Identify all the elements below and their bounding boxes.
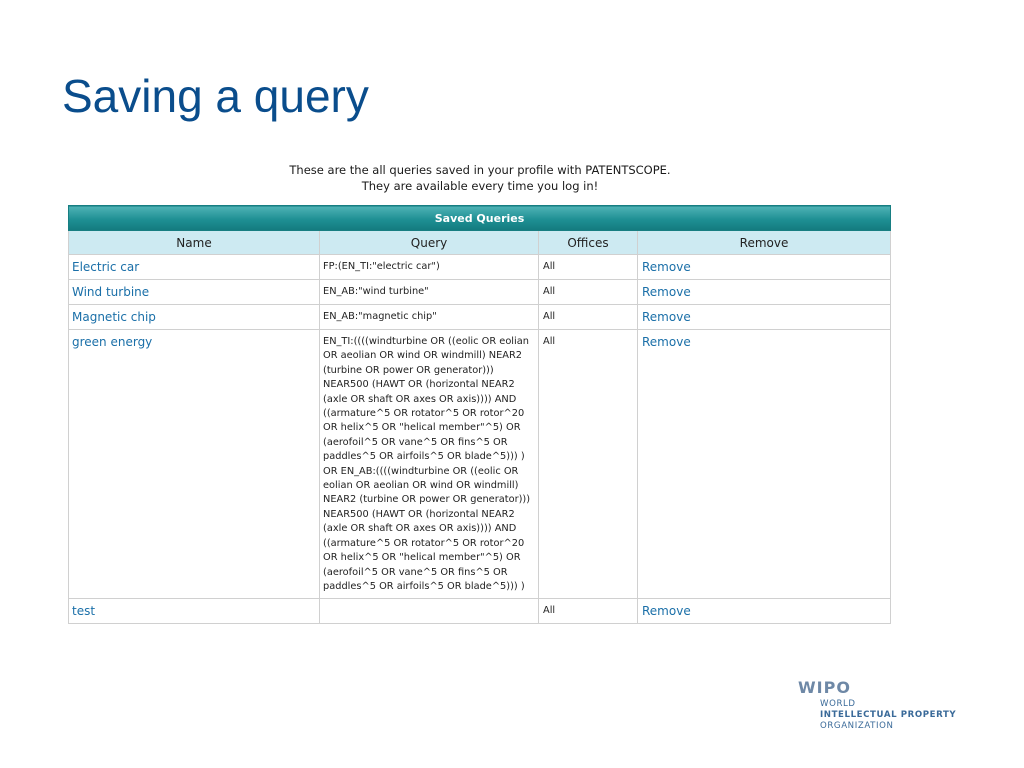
intro-line-1: These are the all queries saved in your profile with PATENTSCOPE. [289, 163, 671, 177]
wipo-logo [796, 681, 996, 733]
table-row [69, 330, 891, 599]
query-name-link[interactable]: Wind turbine [72, 285, 150, 299]
column-header-remove: Remove [638, 231, 891, 255]
column-header-offices: Offices [539, 231, 638, 255]
table-row [69, 280, 891, 305]
saved-queries-table [68, 205, 891, 624]
query-text: EN_AB:"wind turbine" [320, 280, 539, 305]
column-header-query: Query [320, 231, 539, 255]
table-header-row [69, 231, 891, 255]
query-name-link[interactable]: Magnetic chip [72, 310, 156, 324]
remove-link[interactable]: Remove [642, 335, 691, 349]
table-row [69, 255, 891, 280]
table-row [69, 305, 891, 330]
remove-link[interactable]: Remove [642, 604, 691, 619]
remove-link[interactable]: Remove [642, 260, 691, 274]
query-name-link[interactable]: Electric car [72, 260, 140, 274]
offices-value: All [539, 599, 638, 624]
offices-value: All [539, 305, 638, 330]
query-text: EN_TI:((((windturbine OR ((eolic OR eolian OR aeolian OR wind OR windmill) NEAR2 (turbine OR power OR generator))) NEAR500 (HAWT OR (horizontal NEAR2 (axle OR shaft OR axes OR axis)))) AND ((armature^5 OR rotator^5 OR rotor^20 OR helix^5 OR "helical member"^5) OR (aerofoil^5 OR vane^5 OR fins^5 OR paddles^5 OR airfoils^5 OR blade^5))) ) OR EN_AB:((((windturbine OR ((eolic OR eolian OR aeolian OR wind OR windmill) NEAR2 (turbine OR power OR generator))) NEAR500 (HAWT OR (horizontal NEAR2 (axle OR shaft OR axes OR axis)))) AND ((armature^5 OR rotator^5 OR rotor^20 OR helix^5 OR "helical member"^5) OR (aerofoil^5 OR vane^5 OR fins^5 OR paddles^5 OR airfoils^5 OR blade^5))) ) [320, 330, 539, 599]
query-text [320, 599, 539, 624]
wipo-mark: WIPO [798, 681, 851, 695]
intro-text [280, 162, 680, 194]
offices-value: All [539, 280, 638, 305]
table-row [69, 599, 891, 624]
query-text: EN_AB:"magnetic chip" [320, 305, 539, 330]
column-header-name: Name [69, 231, 320, 255]
logo-line-intellectual-property: INTELLECTUAL PROPERTY [820, 710, 957, 720]
query-text: FP:(EN_TI:"electric car") [320, 255, 539, 280]
logo-line-world: WORLD [820, 699, 856, 709]
table-caption: Saved Queries [69, 206, 891, 231]
remove-link[interactable]: Remove [642, 310, 691, 324]
offices-value: All [539, 255, 638, 280]
intro-line-2: They are available every time you log in! [361, 179, 599, 193]
logo-line-organization: ORGANIZATION [820, 721, 894, 731]
query-name-link[interactable]: green energy [72, 335, 153, 349]
offices-value: All [539, 330, 638, 599]
query-name-link[interactable]: test [72, 604, 96, 619]
slide-title: Saving a query [62, 70, 369, 122]
remove-link[interactable]: Remove [642, 285, 691, 299]
